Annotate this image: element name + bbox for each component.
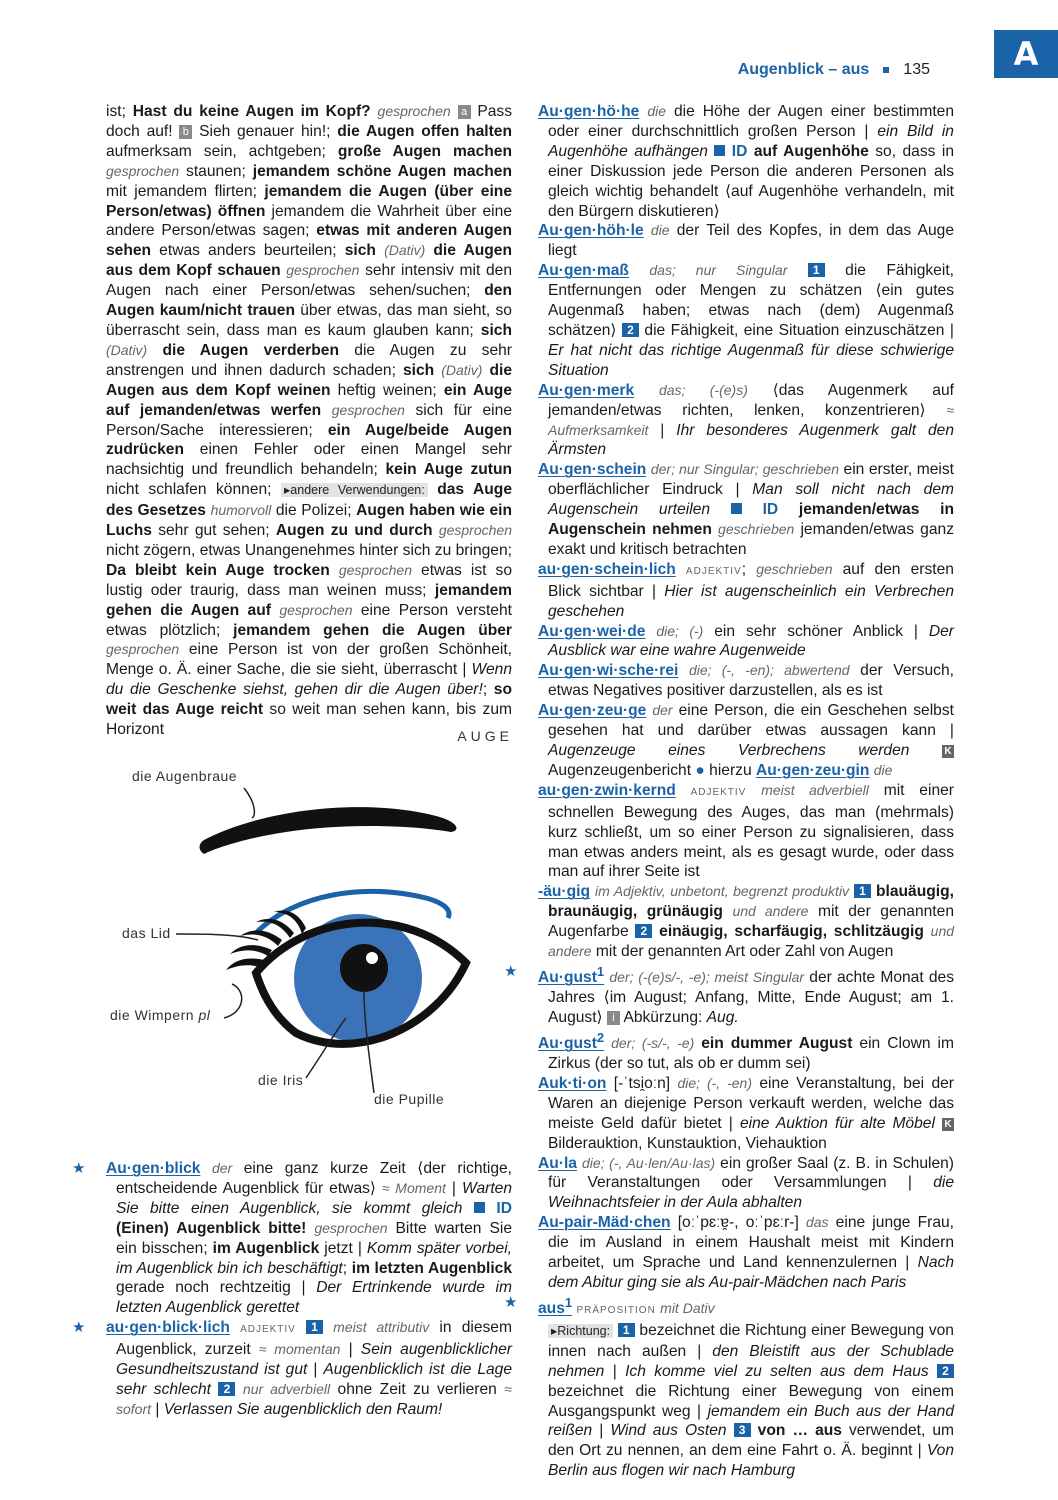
entry-aula: Au·la die; (-, Au·len/Au·las) ein großer Saal (z. B. in Schulen) für Veranstaltungen oder Versammlungen | die Weihnachtsfeier in der Aula abhalten (538, 1154, 955, 1212)
entry-august-1: ★ Au·gust$^1$ der; (-(e)s/-, -e); meist Singular der achte Monat des Jahres ⟨im August; Anfang, Mitte, Ende August; am 1. August⟩ i Abkürzung: Aug. (504, 962, 955, 1026)
running-headword: Augenblick – aus (737, 61, 870, 78)
label-lashes-text: die Wimpern (110, 1007, 195, 1023)
running-header (738, 61, 930, 79)
right-column (504, 102, 955, 1481)
entry-augenblick: ★ Au·gen·blick der eine ganz kurze Zeit ⟨der richtige, entscheidende Augenblick für etwas⟩ ≈ Moment | Warten Sie bitte einen Augenblick, sie kommt gleich ID (Einen) Augenblick bitte! gesprochen Bitte warten Sie ein bisschen; im Augenblick jetzt | Komm später vorbei, im Augenblick bin ich beschäftigt; im letzten Augenblick gerade noch rechtzeitig | Der Ertrinkende wurde im letzten Augenblick gerettet (72, 1160, 513, 1317)
eye-illustration (106, 728, 516, 1108)
entry-augenzeuge: Au·gen·zeu·ge der eine Person, die ein Geschehen selbst gesehen hat und darüber etwas aussagen kann | Augenzeuge eines Verbrechens werden K Augenzeugenbericht ● hierzu Au·gen·zeu·gin die (538, 702, 954, 779)
pointer-lashes (224, 984, 242, 1018)
figure-title: AUGE (457, 728, 513, 744)
label-iris: die Iris (258, 1072, 304, 1088)
header-separator (883, 67, 889, 73)
entry-aus-1: ★ aus$^1$ PRÄPOSITION mit Dativ ▸Richtung: 1 bezeichnet die Richtung einer Bewegung von innen nach außen | den Bleistift aus der Schublade nehmen | Ich komme viel zu selten aus dem Haus 2 bezeichnet die Richtung einer Bewegung von einem Ausgangspunkt weg | jemandem ein Buch aus der Hand reißen | Wind aus Osten 3 von … aus verwendet, um den Ort zu nennen, an dem eine Fahrt o. Ä. beginnt | Von Berlin aus flogen wir nach Hamburg (504, 1293, 954, 1480)
label-pupil: die Pupille (374, 1091, 445, 1107)
entry-augenscheinlich: au·gen·schein·lich ADJEKTIV; geschrieben auf den ersten Blick sichtbar | Hier ist augenscheinlich ein Verbrechen geschehen (538, 560, 955, 620)
left-column-bottom (72, 1159, 513, 1420)
entry-augenweide: Au·gen·wei·de die; (-) ein sehr schöner Anblick | Der Ausblick war eine wahre Augenweide (538, 622, 954, 660)
entry-august-2: Au·gust$^2$ der; (-s/-, -e) ein dummer August ein Clown im Zirkus (der so tut, als ob er dumm sei) (538, 1029, 954, 1072)
page-number: 135 (903, 61, 930, 78)
left-column (106, 102, 512, 740)
label-lashes (110, 1007, 210, 1023)
label-lid: das Lid (122, 925, 171, 941)
eyebrow-shape (200, 807, 457, 854)
entry-augenwischerei: Au·gen·wi·sche·rei die; (-, -en); abwertend der Versuch, etwas Negatives positiver darzustellen, als es ist (538, 662, 954, 700)
label-lashes-pl: pl (198, 1007, 211, 1023)
entry-auktion: Auk·ti·on [-ˈtsi̯oːn] die; (-, -en) eine Veranstaltung, bei der Waren an diejenige Person verkauft werden, welche das meiste Geld dafür bietet | eine Auktion für alte Möbel K Bilderauktion, Kunstauktion, Viehauktion (538, 1074, 954, 1152)
entry-augenmerk: Au·gen·merk das; (-(e)s) ⟨das Augenmerk auf jemanden/etwas richten, lenken, konzentrieren⟩ ≈ Aufmerksamkeit | Ihr besonderes Augenmerk galt den Ärmsten (538, 381, 954, 459)
eye-drawing (106, 728, 516, 1108)
entry-auge-continued: ist; Hast du keine Augen im Kopf? gesprochen a Pass doch auf! b Sieh genauer hin!; die Augen offen halten aufmerksam sein, achtgeben; große Augen machen gesprochen staunen; jemandem schöne Augen machen mit jemandem flirten; jemandem die Augen (über eine Person/etwas) öffnen jemandem die Wahrheit über eine andere Person/etwas sagen; etwas mit anderen Augen sehen etwas anders beurteilen; sich (Dativ) die Augen aus dem Kopf schauen gesprochen sehr intensiv mit den Augen nach einer Person/etwas sehen/suchen; den Augen kaum/nicht trauen über etwas, das man sieht, so überrascht sein, dass man es kaum glauben kann; sich (Dativ) die Augen verderben die Augen zu sehr anstrengen und ihnen dadurch schaden; sich (Dativ) die Augen aus dem Kopf weinen heftig weinen; ein Auge auf jemanden/etwas werfen gesprochen sich für eine Person/Sache interessieren; ein Auge/beide Augen zudrücken einen Fehler oder einen Mangel sehr nachsichtig und freundlich behandeln; kein Auge zutun nicht schlafen können; ▸andere Verwendungen: das Auge des Gesetzes humorvoll die Polizei; Augen haben wie ein Luchs sehr gut sehen; Augen zu und durch gesprochen nicht zögern, etwas Unangenehmes hinter sich zu bringen; Da bleibt kein Auge trocken gesprochen etwas ist so lustig oder traurig, dass man weinen muss; jemandem gehen die Augen auf gesprochen eine Person versteht etwas plötzlich; jemandem gehen die Augen über gesprochen eine Person ist von der großen Schönheit, Menge o. Ä. einer Sache, die sie sieht, überrascht | Wenn du die Geschenke siehst, gehen dir die Augen über!; so weit das Auge reicht so weit man sehen kann, bis zum Horizont (106, 103, 513, 739)
entry-au-pair-maedchen: Au-pair-Mäd·chen [oːˈpɛːɐ̯-, oːˈpɛːr-] das eine junge Frau, die im Ausland in einem Haushalt meist mit Kindern arbeitet, um Sprache und Land kennenzulernen | Nach dem Abitur ging sie als Au-pair-Mädchen nach Paris (538, 1214, 955, 1291)
entry-augenblicklich: ★ au·gen·blick·lich ADJEKTIV 1 meist attributiv in diesem Augenblick, zurzeit ≈ momentan | Sein augenblicklicher Gesundheitszustand ist gut | Augenblicklich ist die Lage sehr schlecht 2 nur adverbiell ohne Zeit zu verlieren ≈ sofort | Verlassen Sie augenblicklich den Raum! (72, 1319, 513, 1418)
entry-augenzwinkernd: au·gen·zwin·kernd ADJEKTIV meist adverbiell mit einer schnellen Bewegung des Auges, das man (mehrmals) kurz schließt, um so einer Person zu signalisieren, dass man etwas anders meint, als es gesagt wurde, oder dass man auf ihrer Seite ist (538, 781, 954, 881)
pupil-shape (340, 944, 388, 992)
pointer-lid (176, 934, 258, 940)
entry-augenhoehle: Au·gen·höh·le die der Teil des Kopfes, in dem das Auge liegt (538, 222, 954, 260)
pupil-highlight (366, 952, 378, 964)
entry-aeugig: -äu·gig im Adjektiv, unbetont, begrenzt produktiv 1 blauäugig, braunäugig, grünäugig und andere mit der genannten Augenfarbe 2 einäugig, scharfäugig, schlitzäugig und andere mit der genannten Art oder Zahl von Augen (538, 883, 955, 961)
pointer-brow (244, 788, 254, 818)
label-eyebrow: die Augenbraue (132, 768, 238, 784)
entry-augenhoehe: Au·gen·hö·he die die Höhe der Augen einer bestimmten oder einer durchschnittlich großen Person | ein Bild in Augenhöhe aufhängen ID auf Augenhöhe so, dass in einer Diskussion jede Person die anderen Personen als gleich wichtig behandelt ⟨auf Augenhöhe verhandeln, mit den Bürgern diskutieren⟩ (538, 103, 954, 220)
letter-tab: A (994, 30, 1058, 78)
entry-augenschein: Au·gen·schein der; nur Singular; geschrieben ein erster, meist oberflächlicher Eindruck | Man soll nicht nach dem Augenschein urteilen ID jemanden/etwas in Augenschein nehmen geschrieben jemanden/etwas ganz exakt und kritisch betrachten (538, 461, 954, 558)
entry-augenmass: Au·gen·maß das; nur Singular 1 die Fähigkeit, Entfernungen oder Mengen zu schätzen ⟨ein gutes Augenmaß haben; etwas nach (dem) Augenmaß schätzen⟩ 2 die Fähigkeit, eine Situation einzuschätzen | Er hat nicht das richtige Augenmaß für diese schwierige Situation (538, 262, 954, 379)
